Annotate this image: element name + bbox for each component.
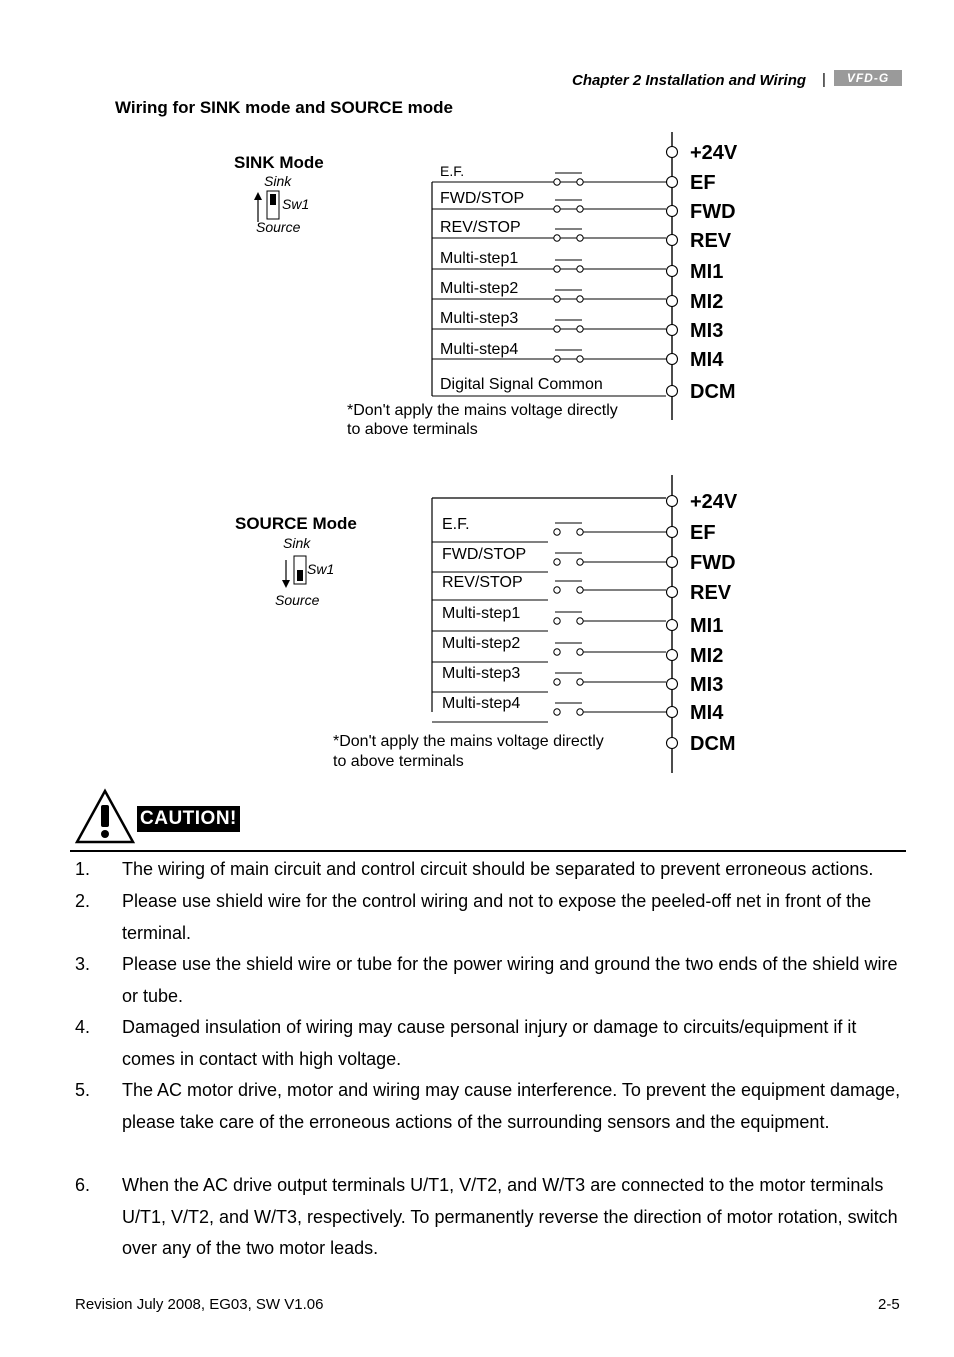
source-terminal-screw [667, 587, 678, 598]
caution-item-number: 1. [75, 859, 91, 879]
source-switch-top-label: Sink [283, 535, 311, 551]
sink-terminal-label: REV [690, 230, 732, 252]
sink-note-line2: to above terminals [347, 421, 478, 438]
source-wiring [432, 475, 672, 773]
sink-input-label: Multi-step4 [440, 341, 519, 358]
sink-input-label: Multi-step3 [440, 310, 519, 327]
caution-item-text: The wiring of main circuit and control circuit should be separated to prevent erroneous actions. [122, 859, 874, 879]
source-terminal-screw [667, 707, 678, 718]
source-terminal-screw [667, 650, 678, 661]
source-input-label: FWD/STOP [442, 546, 527, 563]
source-terminal-label: MI3 [690, 674, 724, 696]
caution-item-text: Please use the shield wire or tube for the power wiring and ground the two ends of the shield wire or tube. [122, 954, 898, 1006]
source-input-label: E.F. [442, 516, 470, 533]
source-terminal-label: MI4 [690, 702, 724, 724]
source-input-label: Multi-step1 [442, 605, 521, 622]
source-terminal-label: REV [690, 582, 732, 604]
source-note-line2: to above terminals [333, 753, 464, 770]
sink-terminal-label: DCM [690, 381, 736, 403]
sink-input-label: REV/STOP [440, 219, 521, 236]
sink-switch-name: Sw1 [282, 196, 310, 212]
sink-terminal-label: +24V [690, 142, 738, 164]
caution-item-text: Damaged insulation of wiring may cause personal injury or damage to circuits/equipment if it comes in contact with high voltage. [122, 1017, 857, 1069]
caution-divider [70, 850, 906, 852]
source-terminal-label: EF [690, 522, 716, 544]
source-terminal-screw [667, 557, 678, 568]
caution-item-number: 5. [75, 1080, 91, 1100]
caution-item-number: 4. [75, 1017, 91, 1037]
sink-terminal-label: MI4 [690, 349, 724, 371]
caution-item-number: 6. [75, 1175, 91, 1195]
sink-mode-label: SINK Mode [234, 153, 324, 172]
caution-item-text: The AC motor drive, motor and wiring may cause interference. To prevent the equipment damage, please take care of the erroneous actions of the surrounding sensors and the equipment. [122, 1080, 901, 1132]
source-mode-label: SOURCE Mode [235, 514, 357, 533]
source-input-label: Multi-step3 [442, 665, 521, 682]
vfd-logo: VFD-G [834, 70, 902, 86]
source-input-label: Multi-step2 [442, 635, 521, 652]
source-terminal-label: FWD [690, 552, 736, 574]
sink-note-line1: *Don't apply the mains voltage directly [347, 402, 618, 419]
footer-revision: Revision July 2008, EG03, SW V1.06 [75, 1296, 324, 1313]
sink-terminal-label: MI2 [690, 291, 724, 313]
sink-input-label: Digital Signal Common [440, 376, 603, 393]
source-terminal-label: +24V [690, 491, 738, 513]
source-switch-icon [282, 556, 306, 588]
source-terminal-screw [667, 679, 678, 690]
source-note-line1: *Don't apply the mains voltage directly [333, 733, 604, 750]
sink-terminal-label: MI3 [690, 320, 724, 342]
source-switch-bottom-label: Source [275, 592, 320, 608]
sink-input-label: FWD/STOP [440, 190, 525, 207]
source-terminal-screw [667, 738, 678, 749]
source-switch-name: Sw1 [307, 561, 335, 577]
header-chapter-title: Chapter 2 Installation and Wiring [572, 72, 807, 89]
source-terminal-screw [667, 527, 678, 538]
footer-page-number: 2-5 [878, 1296, 900, 1313]
source-terminal-label: MI1 [690, 615, 724, 637]
source-terminal-screw [667, 496, 678, 507]
sink-terminal-label: FWD [690, 201, 736, 223]
source-input-label: REV/STOP [442, 574, 523, 591]
sink-switch-top-label: Sink [264, 173, 292, 189]
sink-terminal-label: MI1 [690, 261, 724, 283]
source-terminal-label: DCM [690, 733, 736, 755]
source-terminal-screw [667, 620, 678, 631]
caution-item-text: When the AC drive output terminals U/T1, V/T2, and W/T3 are connected to the motor terminals U/T1, V/T2, and W/T3, respectively. To permanently reverse the direction of motor rotation, switch over any of the two motor leads. [122, 1175, 898, 1259]
source-terminal-label: MI2 [690, 645, 724, 667]
caution-item-number: 2. [75, 891, 91, 911]
source-input-label: Multi-step4 [442, 695, 521, 712]
section-title: Wiring for SINK mode and SOURCE mode [115, 98, 453, 117]
warning-triangle-icon [74, 788, 136, 846]
sink-input-ef: E.F. [440, 163, 465, 179]
sink-switch-bottom-label: Source [256, 219, 301, 235]
sink-input-label: Multi-step2 [440, 280, 519, 297]
caution-label: CAUTION! [137, 806, 240, 832]
caution-item-number: 3. [75, 954, 91, 974]
caution-item-text: Please use shield wire for the control wiring and not to expose the peeled-off net in front of the terminal. [122, 891, 872, 943]
header-separator: | [822, 71, 826, 88]
sink-input-label: Multi-step1 [440, 250, 519, 267]
sink-terminal-label: EF [690, 172, 716, 194]
